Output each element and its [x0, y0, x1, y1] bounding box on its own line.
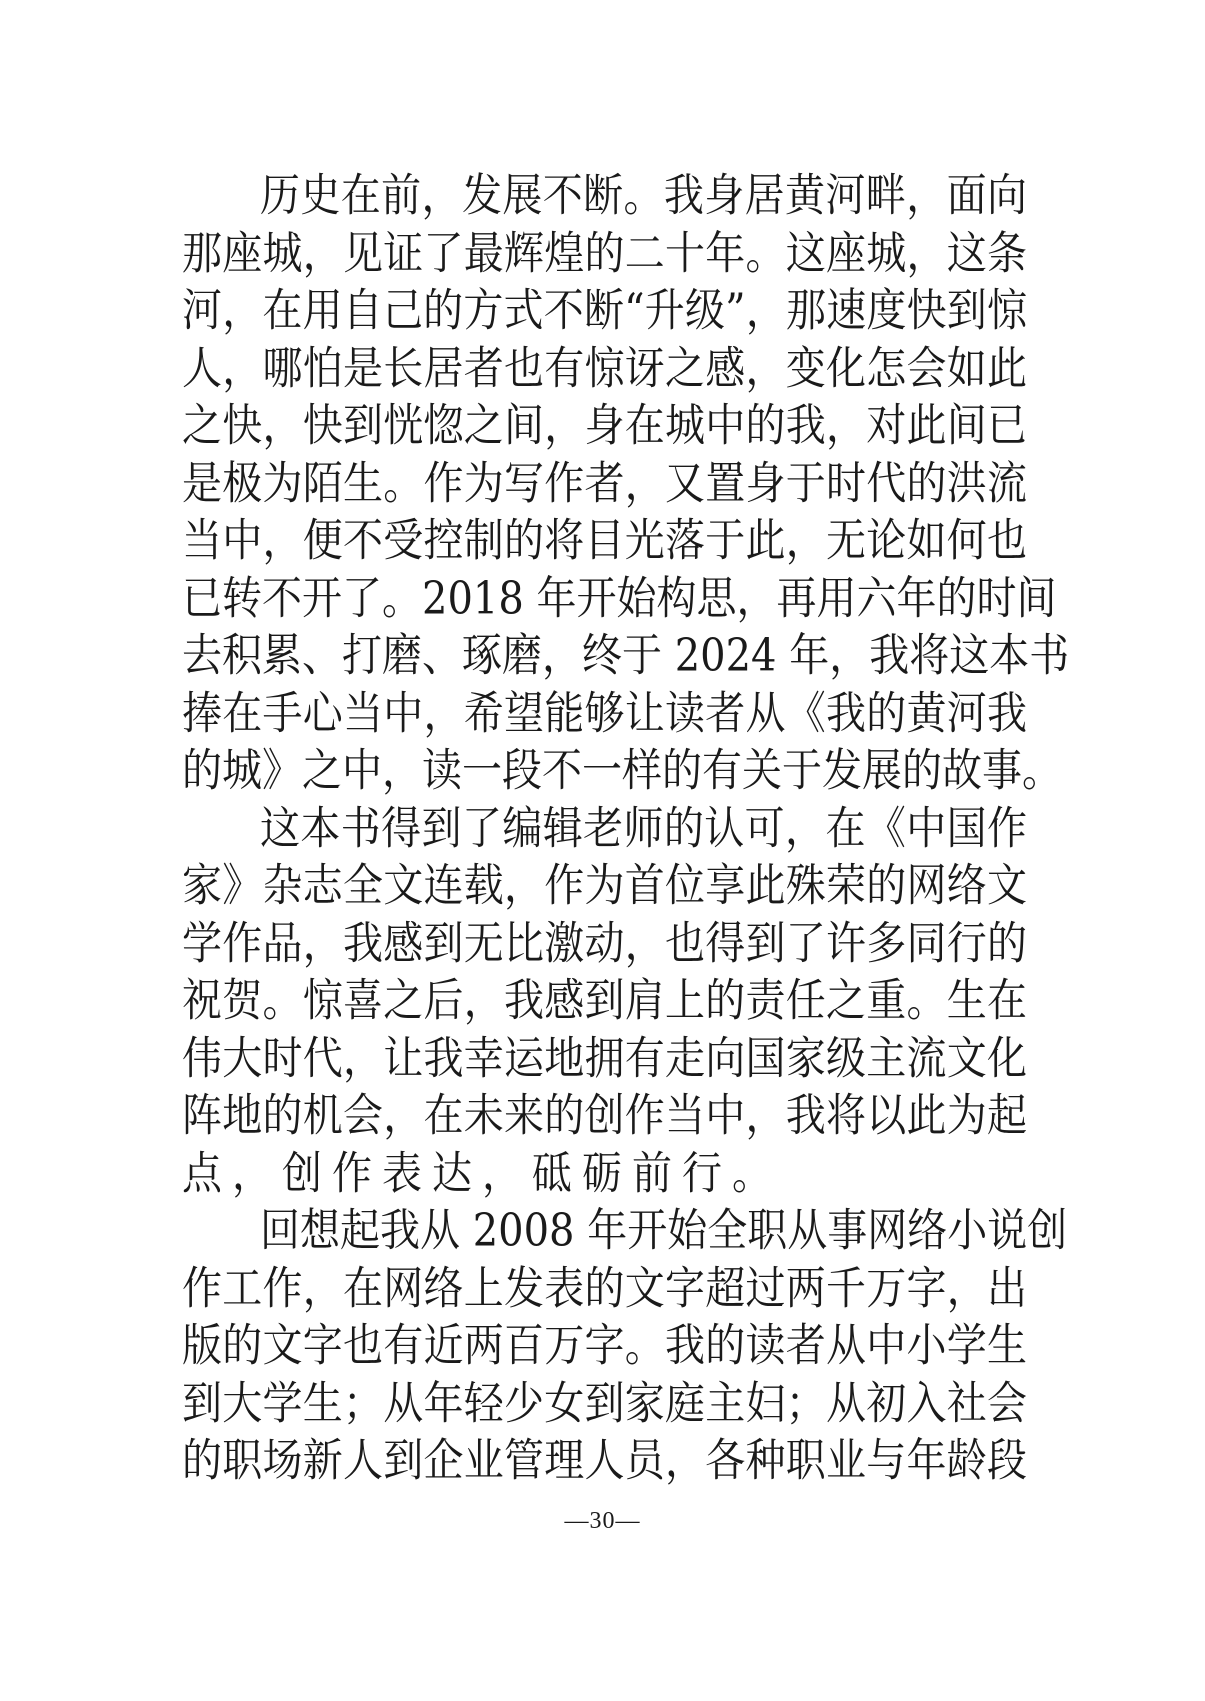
text-line: 去积累、打磨、琢磨，终于 2024 年，我将这本书 [182, 630, 1070, 682]
paragraph-1 [182, 168, 1070, 801]
text-line: 是极为陌生。作为写作者，又置身于时代的洪流 [182, 457, 1027, 510]
text-line: 这本书得到了编辑老师的认可，在《中国作 [260, 802, 1027, 855]
text-line: 点，创作表达，砥砺前行。 [182, 1147, 782, 1200]
text-line: 的城》之中，读一段不一样的有关于发展的故事。 [182, 745, 1062, 797]
text-line: 学作品，我感到无比激动，也得到了许多同行的 [182, 917, 1027, 970]
page-number: —30— [564, 1508, 641, 1534]
text-line: 那座城，见证了最辉煌的二十年。这座城，这条 [182, 227, 1027, 280]
text-line: 作工作，在网络上发表的文字超过两千万字，出 [182, 1262, 1027, 1315]
text-line: 伟大时代，让我幸运地拥有走向国家级主流文化 [182, 1032, 1027, 1085]
body-text [182, 168, 1070, 1491]
text-line: 当中，便不受控制的将目光落于此，无论如何也 [182, 515, 1027, 567]
text-line: 版的文字也有近两百万字。我的读者从中小学生 [182, 1320, 1027, 1372]
paragraph-3 [182, 1203, 1068, 1491]
text-line: 家》杂志全文连载，作为首位享此殊荣的网络文 [182, 860, 1027, 912]
paragraph-2 [182, 801, 1027, 1204]
text-line: 河，在用自己的方式不断“升级”，那速度快到惊 [182, 285, 1027, 337]
text-line: 阵地的机会，在未来的创作当中，我将以此为起 [182, 1090, 1027, 1142]
text-line: 捧在手心当中，希望能够让读者从《我的黄河我 [182, 687, 1027, 740]
text-line: 祝贺。惊喜之后，我感到肩上的责任之重。生在 [182, 975, 1027, 1027]
text-line: 的职场新人到企业管理人员，各种职业与年龄段 [182, 1435, 1027, 1487]
text-line: 回想起我从 2008 年开始全职从事网络小说创 [260, 1205, 1068, 1257]
text-line: 到大学生；从年轻少女到家庭主妇；从初入社会 [182, 1377, 1027, 1430]
text-line: 之快，快到恍惚之间，身在城中的我，对此间已 [182, 400, 1027, 452]
text-line: 已转不开了。2018 年开始构思，再用六年的时间 [182, 572, 1057, 625]
text-line: 历史在前，发展不断。我身居黄河畔，面向 [260, 170, 1027, 222]
text-line: 人，哪怕是长居者也有惊讶之感，变化怎会如此 [182, 342, 1027, 395]
